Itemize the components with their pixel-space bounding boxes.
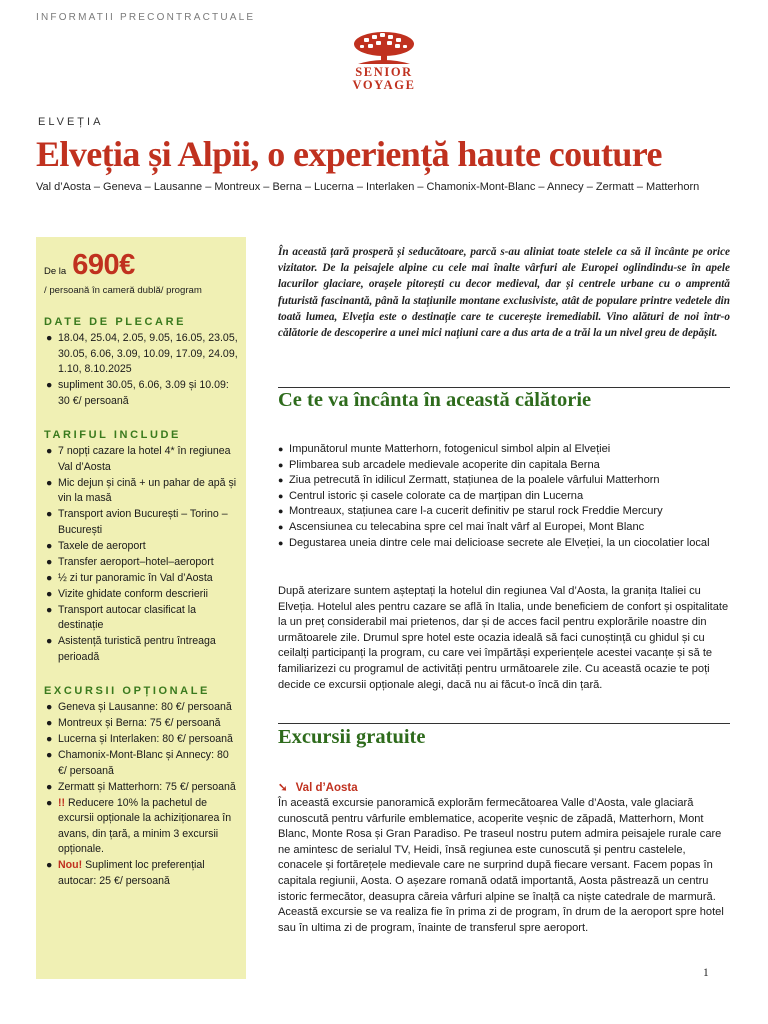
list-item: ● 7 nopți cazare la hotel 4* în regiunea Val d’Aosta — [46, 445, 231, 473]
list-item: ● Geneva și Lausanne: 80 €/ persoană — [44, 700, 238, 716]
list-item: ● Impunătorul munte Matterhorn, fotogenicul simbol alpin al Elveției — [278, 442, 730, 458]
aosta-paragraph: În această excursie panoramică explorăm fermecătoarea Valle d’Aosta, vale glaciară cunoscută pentru vârfurile emblematice, acoperite veșnic de zăpadă, Matterhorn, Mont Blanc, Monte Rosa și Gran Paradiso. Pe traseul nostru putem admira peisajele rurale care ne amintesc de serialul TV, Heidi, însă regiunea este cunoscută și pentru castelele, conacele și fortărețele medievale care ne surprind după fiecare versant. Facem popas în capitala regiunii, Aosta. O așezare romană odată importantă, Aosta păstrează un centru istoric fermecător, deasupra căreia vârfuri alpine se înalță ca niște catedrale de marmură. Această excursie se va realiza fie în prima zi de program, în drum de la aeroport spre hotel sau în ultima zi de program, înainte de transferul spre aeroport. — [278, 797, 724, 934]
logo-text-voyage: VOYAGE — [352, 78, 416, 92]
discount-mark: !! — [58, 796, 66, 809]
price-note: / persoană în cameră dublă/ program — [44, 285, 202, 296]
bullet-icon: ● — [46, 780, 53, 793]
bullet-icon: ● — [46, 571, 53, 584]
new-supplement-note — [44, 858, 238, 889]
section-heading-highlights: Ce te va încânta în această călătorie — [278, 389, 592, 411]
optional-list — [44, 700, 238, 889]
list-item: ● Mic dejun și cină + un pahar de apă și vin la masă — [46, 476, 237, 504]
arrow-down-right-icon: ➘ — [278, 782, 288, 794]
price-row — [44, 249, 238, 282]
intro-paragraph: În această țară prosperă și seducătoare, parcă s-au aliniat toate stelele ca să il încânte pe orice vizitator. De la peisajele alpine cu cele mai înalte vârfuri ale Europei oglindindu-se în apele lacurilor glaciare, orașele pitorești cu decor medieval, dar și centrele urbane cu o amprentă futuristă fascinantă, până la stațiunile montane exclusiviste, atât de populare printre vedetele din toată lumea, Elveția este o destinație care te cucerește iremediabil. Vino alături de noi într-o călătorie de descoperire a unei mici națiuni care a dus arta de a trăi la un nivel greu de depășit. — [278, 246, 730, 340]
bullet-icon: ● — [278, 475, 284, 486]
list-item: ● Zermatt și Matterhorn: 75 €/ persoană — [44, 780, 238, 796]
list-item: ● Degustarea uneia dintre cele mai delicioase secrete ale Elveției, la un ciocolatier local — [278, 536, 730, 552]
list-item: ● Vizite ghidate conform descrierii — [44, 587, 238, 603]
discount-text: Reducere 10% la pachetul de excursii opționale la achiziționarea în avans, din țară, a minim 3 excursii opționale. — [58, 796, 232, 855]
bullet-icon: ● — [46, 796, 53, 809]
list-item: ● 18.04, 25.04, 2.05, 9.05, 16.05, 23.05, 30.05, 6.06, 3.09, 10.09, 17.09, 24.09, 1.10, 8.10.2025 — [46, 332, 238, 375]
list-item: ● Plimbarea sub arcadele medievale acoperite din capitala Berna — [278, 458, 730, 474]
bullet-icon: ● — [46, 539, 53, 552]
bullet-icon: ● — [46, 635, 53, 647]
bullet-icon: ● — [46, 701, 53, 713]
includes-list — [44, 444, 238, 665]
arrival-paragraph: După aterizare suntem așteptați la hotelul din regiunea Val d’Aosta, la granița Italiei cu Elveția. Hotelul ales pentru cazare se află în Italia, unde beneficiem de confort și ospitalitate la un preț considerabil mai prietenos, dar și de acces facil pentru explorările noastre din următoarele zile. Drumul spre hotel este ocazia ideală să faci cunoștință cu ghidul și cu ceilalți participanți la program, cu care vei împărtăși experiențele acestei vacanțe și să te familiarizezi cu programul de activități pentru următoarele zile. Cu această ocazie te poți decide ce excursii opționale alegi, dacă nu ai făcut-o încă din țară. — [278, 585, 729, 691]
list-item: ● Chamonix-Mont-Blanc și Annecy: 80 €/ persoană — [46, 749, 229, 777]
document-top-label: INFORMATII PRECONTRACTUALE — [36, 12, 256, 23]
section-divider — [278, 387, 730, 388]
list-item: ● supliment 30.05, 6.06, 3.09 și 10.09: 30 €/ persoană — [46, 379, 229, 407]
info-sidebar — [36, 237, 246, 979]
list-item: ● Taxele de aeroport — [44, 539, 238, 555]
bullet-icon: ● — [46, 587, 53, 600]
price-value: 690€ — [72, 249, 135, 281]
page-title: Elveția și Alpii, o experiență haute couture — [36, 134, 662, 174]
bullet-icon: ● — [46, 717, 53, 729]
list-item: ● Asistență turistică pentru întreaga perioadă — [46, 635, 216, 663]
includes-title: TARIFUL INCLUDE — [44, 429, 181, 441]
bullet-icon: ● — [46, 508, 53, 520]
list-item: ● Transport autocar clasificat la destinație — [46, 603, 196, 631]
bullet-icon: ● — [46, 332, 53, 344]
route-line: Val d’Aosta – Geneva – Lausanne – Montreux – Berna – Lucerna – Interlaken – Chamonix-Mont-Blanc – Annecy – Zermatt – Matterhorn — [36, 181, 700, 193]
bullet-icon: ● — [46, 859, 53, 871]
list-item: ● Transfer aeroport–hotel–aeroport — [44, 555, 238, 571]
list-item: ● Ascensiunea cu telecabina spre cel mai înalt vârf al Europei, Mont Blanc — [278, 520, 730, 536]
page-number: 1 — [703, 967, 709, 979]
list-item: ● ½ zi tur panoramic în Val d’Aosta — [44, 571, 238, 587]
list-item: ● Transport avion București – Torino – București — [46, 508, 228, 536]
bullet-icon: ● — [278, 521, 284, 532]
bullet-icon: ● — [278, 444, 284, 454]
departures-list — [44, 331, 238, 409]
bullet-icon: ● — [46, 379, 53, 391]
list-item: ● Centrul istoric și casele colorate ca de marțipan din Lucerna — [278, 489, 730, 505]
optional-title: EXCURSII OPȚIONALE — [44, 685, 210, 697]
bullet-icon: ● — [278, 459, 284, 470]
bullet-icon: ● — [46, 555, 53, 568]
list-item: ● Montreaux, stațiunea care l-a cucerit definitiv pe starul rock Freddie Mercury — [278, 504, 730, 520]
section-heading-free-excursions: Excursii gratuite — [278, 726, 426, 748]
country-label: ELVEȚIA — [38, 116, 104, 128]
bullet-icon: ● — [278, 506, 284, 517]
new-mark: Nou! — [58, 859, 83, 871]
list-item: ● Lucerna și Interlaken: 80 €/ persoană — [44, 732, 238, 748]
bullet-icon: ● — [278, 537, 284, 548]
section-divider — [278, 723, 730, 724]
highlights-list — [278, 442, 730, 551]
bullet-icon: ● — [46, 445, 53, 457]
discount-note — [44, 796, 238, 858]
bullet-icon: ● — [46, 733, 53, 745]
new-text: Supliment loc preferențial autocar: 25 €/ persoană — [58, 859, 205, 887]
bullet-icon: ● — [46, 476, 53, 489]
logo-text-senior: SENIOR — [355, 65, 413, 79]
senior-voyage-logo — [336, 30, 432, 92]
subsection-title-val-daosta — [278, 780, 358, 794]
subsection-title-text: Val d’Aosta — [295, 782, 358, 794]
tree-logo-icon — [352, 30, 416, 66]
list-item: ● Montreux și Berna: 75 €/ persoană — [44, 716, 238, 732]
bullet-icon: ● — [46, 749, 53, 761]
price-prefix: De la — [44, 266, 67, 277]
bullet-icon: ● — [278, 490, 284, 501]
departures-title: DATE DE PLECARE — [44, 316, 187, 328]
bullet-icon: ● — [46, 603, 53, 616]
list-item: ● Ziua petrecută în idilicul Zermatt, stațiunea de la poalele vârfului Matterhorn — [278, 473, 730, 489]
